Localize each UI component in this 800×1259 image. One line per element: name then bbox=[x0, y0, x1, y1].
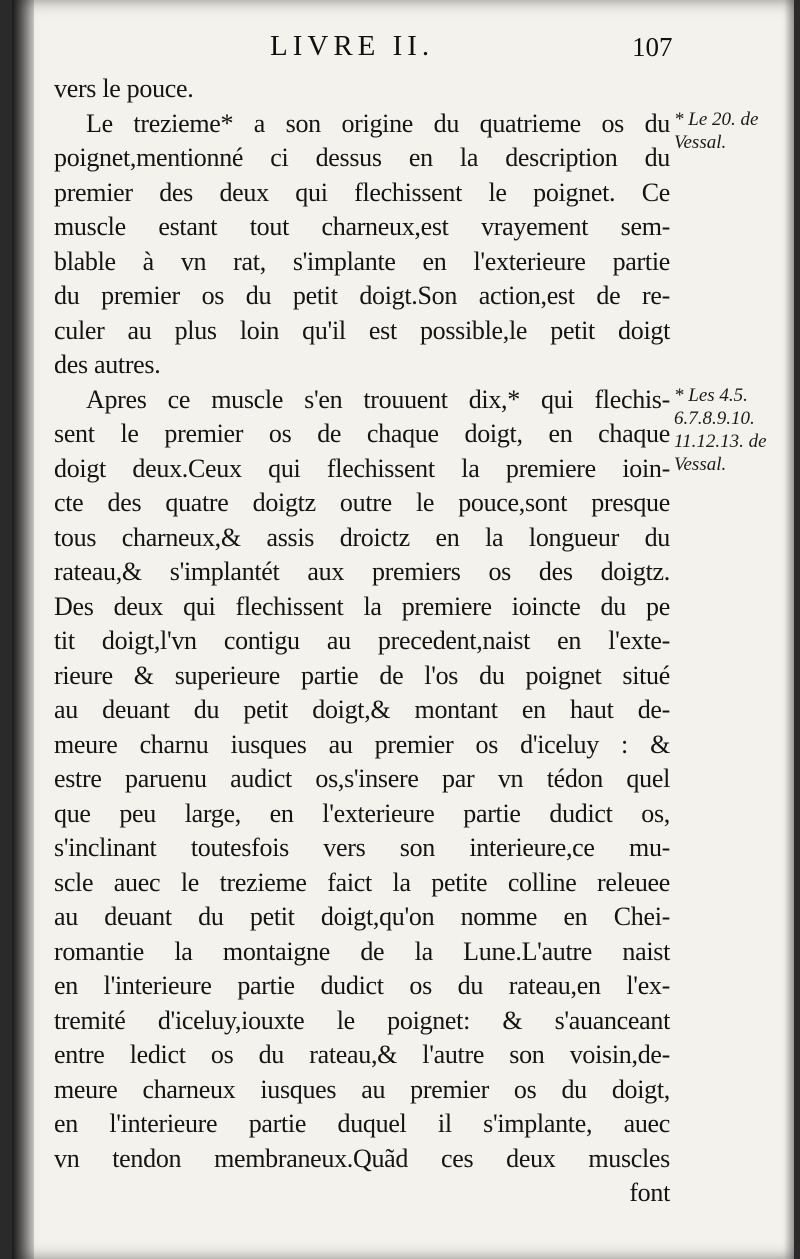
book-page bbox=[12, 0, 794, 1259]
text-line: entre ledict os du rateau,& l'autre son voisin,de- bbox=[54, 1040, 670, 1069]
text-line: culer au plus loin qu'il est possible,le petit doigt bbox=[54, 315, 670, 345]
margin-note bbox=[674, 108, 794, 154]
text-line: en l'interieure partie dudict os du rateau,en l'ex- bbox=[54, 971, 670, 1000]
page-edge bbox=[784, 0, 794, 1259]
text-line: blable à vn rat, s'implante en l'exterieure partie bbox=[54, 246, 670, 276]
text-line: des autres. bbox=[54, 350, 161, 379]
margin-note-line: 6.7.8.9.10. bbox=[674, 408, 755, 429]
margin-note-line: * Le 20. de bbox=[674, 109, 759, 130]
text-line: cte des quatre doigtz outre le pouce,sont presque bbox=[54, 488, 670, 517]
text-line: doigt deux.Ceux qui flechissent la premiere ioin- bbox=[54, 453, 670, 483]
margin-note-line: Vessal. bbox=[674, 132, 727, 153]
page-number: 107 bbox=[632, 32, 673, 62]
text-line: rateau,& s'implantét aux premiers os des doigtz. bbox=[54, 557, 670, 586]
text-line: estre paruenu audict os,s'insere par vn tédon quel bbox=[54, 764, 670, 793]
margin-note-line: 11.12.13. de bbox=[674, 431, 767, 452]
text-line: romantie la montaigne de la Lune.L'autre naist bbox=[54, 936, 670, 966]
text-line: scle auec le trezieme faict la petite colline releuee bbox=[54, 867, 670, 897]
page-header bbox=[12, 30, 794, 70]
text-line: meure charnu iusques au premier os d'iceluy : & bbox=[54, 729, 670, 759]
gutter-shadow bbox=[12, 0, 34, 1259]
text-line: vn tendon membraneux.Quãd ces deux muscles bbox=[54, 1143, 670, 1173]
text-line: Des deux qui flechissent la premiere ioincte du pe bbox=[54, 591, 670, 621]
text-line: sent le premier os de chaque doigt, en chaque bbox=[54, 419, 670, 448]
text-line: du premier os du petit doigt.Son action,est de re- bbox=[54, 281, 670, 310]
text-line: meure charneux iusques au premier os du doigt, bbox=[54, 1074, 670, 1104]
margin-note bbox=[674, 384, 794, 476]
text-line: Apres ce muscle s'en trouuent dix,* qui flechis- bbox=[86, 384, 670, 414]
text-line: muscle estant tout charneux,est vrayement sem- bbox=[54, 212, 670, 241]
text-line: tous charneux,& assis droictz en la longueur du bbox=[54, 522, 670, 552]
text-line: vers le pouce. bbox=[54, 74, 194, 103]
text-line: premier des deux qui flechissent le poignet. Ce bbox=[54, 177, 670, 207]
text-line: en l'interieure partie duquel il s'implante, auec bbox=[54, 1109, 670, 1138]
text-line: que peu large, en l'exterieure partie dudict os, bbox=[54, 798, 670, 828]
main-text bbox=[54, 72, 670, 1211]
text-line: s'inclinant toutesfois vers son interieure,ce mu- bbox=[54, 833, 670, 862]
text-line: poignet,mentionné ci dessus en la description du bbox=[54, 143, 670, 172]
text-line: rieure & superieure partie de l'os du poignet situé bbox=[54, 660, 670, 690]
running-head: LIVRE II. bbox=[270, 30, 435, 62]
text-line: au deuant du petit doigt,& montant en haut de- bbox=[54, 695, 670, 724]
text-line: au deuant du petit doigt,qu'on nomme en Chei- bbox=[54, 902, 670, 931]
text-line: tremité d'iceluy,iouxte le poignet: & s'auanceant bbox=[54, 1005, 670, 1035]
text-line: Le trezieme* a son origine du quatrieme os du bbox=[86, 108, 670, 138]
text-line: tit doigt,l'vn contigu au precedent,naist en l'exte- bbox=[54, 626, 670, 655]
catchword: font bbox=[629, 1178, 670, 1207]
margin-note-line: * Les 4.5. bbox=[674, 385, 748, 406]
margin-note-line: Vessal. bbox=[674, 454, 727, 475]
